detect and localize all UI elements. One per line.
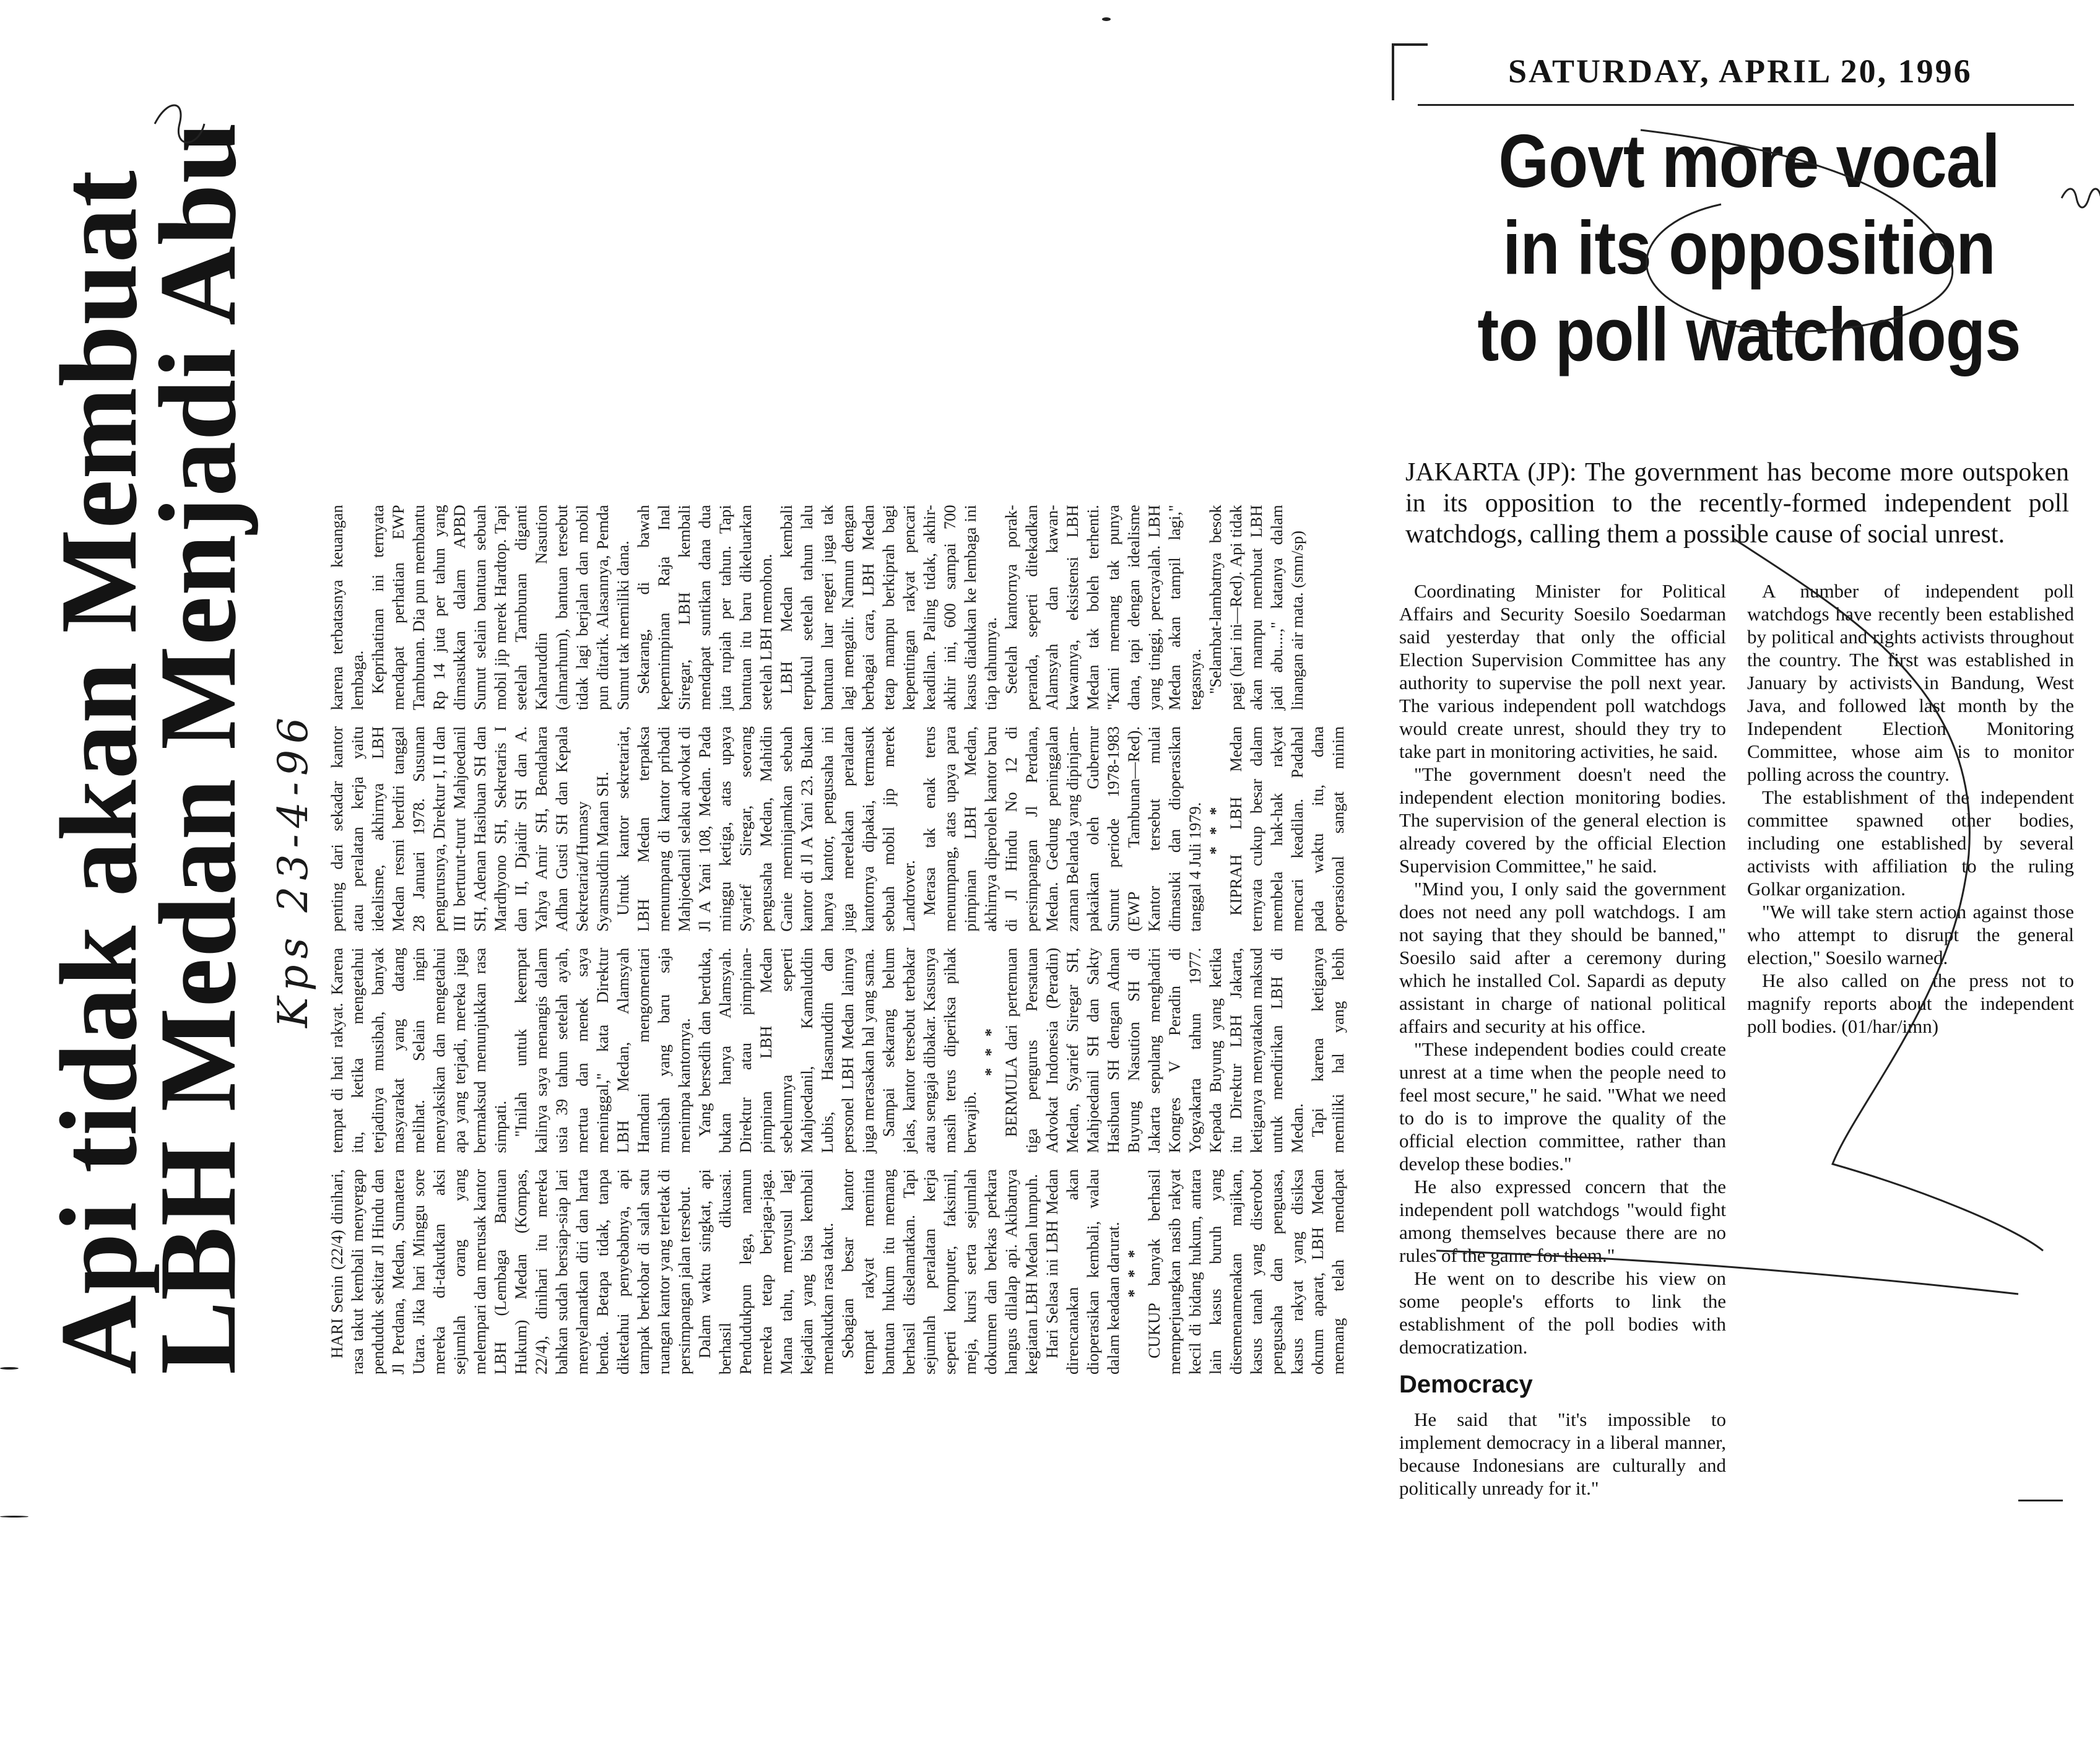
jp-paragraph: A number of independent poll watchdogs have recently been established by political and rights activists throughout the country. The first was established in January by activists in Bandung, West Java, and followed last month by the Independent Election Monitoring Committee, whose aim is to monitor polling across the country.	[1747, 580, 2074, 785]
kompas-paragraph: KIPRAH LBH Medan ternyata cukup besar dalam membela hak-hak rakyat mencari keadilan. Padahal pada waktu itu, dana operasional sangat minim karena terbatasnya keuangan lembaga.	[328, 505, 1347, 932]
kompas-paragraph: Setelah kantornya porak-peranda, seperti ditekadkan Alamsyah dan kawan-kawannya, eksistensi LBH Medan tak boleh terhenti. "Kami memang tak punya dana, tapi dengan idealisme yang tinggi, percayalah. LBH Medan akan tampil lagi," tegasnya.	[1002, 505, 1204, 711]
kompas-paragraph: Sampai sekarang belum jelas, kantor tersebut terbakar atau sengaja dibakar. Kasusnya masih terus diperiksa pihak berwajib.	[879, 947, 979, 1153]
jp-paragraph: "Mind you, I only said the government does not need any poll watchdogs. I am not saying that they should be banned," Soesilo said after a ceremony during which he installed Col. Sapardi as deputy assistant in charge of national political affairs and security at his office.	[1399, 878, 1726, 1037]
kompas-body-columns	[327, 62, 1361, 1375]
jp-lede: JAKARTA (JP): The government has become more outspoken in its opposition to the recently-formed independent poll watchdogs, calling them a possible cause of social unrest.	[1405, 458, 2069, 549]
jp-paragraph: He also expressed concern that the independent poll watchdogs "would fight among themselves because there are no rules of the game for them."	[1399, 1176, 1726, 1266]
clipping-corner-mark	[1392, 43, 1394, 100]
kompas-paragraph: "Inilah untuk keempat kalinya saya menangis dalam usia 39 tahun setelah ayah, mertua dan menek saya meninggal," kata Direktur LBH Medan, Alamsyah Hamdani mengomentari musibah yang baru saja menimpa kantornya.	[511, 947, 693, 1153]
jp-paragraph: "The government doesn't need the independent election monitoring bodies. The supervision of the general election is already covered by the official Election Supervision Committee," he said.	[1399, 763, 1726, 877]
scan-speck	[1102, 17, 1111, 21]
end-rule	[2018, 1500, 2063, 1501]
kompas-paragraph: HARI Senin (22/4) dinihari, rasa takut kembali menyergap penduduk sekitar Jl Hindu dan Jl Perdana, Medan, Sumatera Utara. Jika hari Minggu sore mereka di-takutkan aksi sejumlah orang yang melempari dan merusak kantor LBH (Lembaga Bantuan Hukum) Medan (Kompas, 22/4), dinihari itu mereka bahkan sudah bersiap-siap lari menyelamatkan diri dan harta benda. Betapa tidak, tanpa diketahui penyebabnya, api tampak berkobar di salah satu ruangan kantor yang terletak di persimpangan jalan tersebut.	[328, 1169, 693, 1375]
handwritten-date-note: Kps 23-4-96	[269, 711, 317, 1028]
kompas-paragraph: Dalam waktu singkat, api berhasil dikuasai. Pendudukpun lega, namun mereka tetap berjaga-jaga. Mana tahu, menyusul lagi kejadian yang bisa kembali menakutkan rasa takut.	[695, 1169, 836, 1375]
kompas-paragraph: LBH Medan kembali terpukul setelah tahun lalu bantuan luar negeri juga tak lagi mengalir. Namun dengan berbagai cara, LBH Medan tetap mampu berkiprah bagi kepentingan rakyat pencari keadilan. Paling tidak, akhir-akhir ini, 600 sampai 700 kasus diadukan ke lembaga ini tiap tahunnya.	[777, 505, 1000, 711]
kompas-headline-line2: LBH Medan Menjadi Abu	[136, 121, 259, 1375]
kompas-paragraph: Hari Selasa ini LBH Medan direncanakan akan dioperasikan kembali, walau dalam keadaan darurat.	[1043, 1169, 1122, 1375]
section-separator: * * *	[1206, 803, 1225, 855]
jp-paragraph: "We will take stern action against those who attempt to disrupt the general election," Soesilo warned.	[1747, 901, 2074, 968]
jp-body-columns	[1399, 580, 2074, 1527]
kompas-paragraph: Untuk kantor sekretariat, LBH Medan terpaksa menumpang di kantor pribadi Mahjoedanil selaku advokat di Jl A Yani 108, Medan. Pada minggu ketiga, atas upaya Syarief Siregar, seorang pengusaha Medan, Mahidin Ganie meminjamkan sebuah kantor di Jl A Yani 23. Bukan hanya kantor, pengusaha ini juga merelakan peralatan kantornya dipakai, termasuk sebuah mobil jip merek Landrover.	[614, 726, 918, 932]
publication-date: SATURDAY, APRIL 20, 1996	[1508, 53, 1972, 90]
kompas-paragraph: Yang bersedih dan berduka, bukan hanya Alamsyah. Direktur atau pimpinan-pimpinan LBH Medan sebelumnya seperti Mahjoedanil, Kamaluddin Lubis, Hasanuddin dan personel LBH Medan lainnya juga merasakan hal yang sama.	[695, 947, 877, 1153]
kompas-paragraph: Tapi karena ketiganya memiliki hal yang lebih penting dari sekadar kantor atau peralatan kerja yaitu idealisme, akhirnya LBH Medan resmi berdiri tanggal 28 Januari 1978. Susunan pengurusnya, Direktur I, II dan III berturut-turut Mahjoedanil SH, Adenan Hasibuan SH dan Mardhyono SH, Sekretaris I dan II, Djaidir SH dan A. Yahya Amir SH, Bendahara Adhan Gusti SH dan Kepala Sekretariat/Humasy Syamsuddin Manan SH.	[328, 726, 1347, 1153]
scan-speck	[0, 1516, 28, 1518]
kompas-paragraph: "Selambat-lambatnya besok pagi (hari ini—Red). Api tidak akan mampu membuat LBH jadi abu....," katanya dalam linangan air mata. (smn/sp)	[1206, 505, 1306, 711]
kompas-paragraph: Sebagian besar kantor tempat rakyat meminta bantuan hukum itu memang berhasil diselamatkan. Tapi sejumlah peralatan kerja seperti komputer, faksimil, meja, kursi serta sejumlah dokumen dan berkas perkara hangus dilalap api. Akibatnya kegiatan LBH Medan lumpuh.	[838, 1169, 1041, 1375]
jp-subhead: Democracy	[1399, 1371, 1533, 1398]
section-separator: * * *	[1124, 1246, 1143, 1298]
kompas-headline-line1: Api tidak akan Membuat	[37, 170, 160, 1375]
jp-headline-line1: Govt more vocal	[1498, 119, 2000, 203]
kompas-paragraph: Sekarang, di bawah kepemimpinan Raja Inal Siregar, LBH kembali mendapat suntikan dana dua juta rupiah per tahun. Tapi bantuan itu baru dikeluarkan setelah LBH memohon.	[634, 505, 775, 711]
jakarta-post-article	[1387, 37, 2074, 1523]
kompas-paragraph: Keprihatinan ini ternyata mendapat perhatian EWP Tambunan. Dia pun membantu Rp 14 juta per tahun yang dimasukkan dalam APBD Sumut selain bantuan sebuah mobil jip merek Hardtop. Tapi setelah Tambunan diganti Kaharuddin Nasution (almarhum), bantuan tersebut tidak lagi berjalan dan mobil pun ditarik. Alasannya, Pemda Sumut tak memiliki dana.	[368, 505, 632, 711]
jp-paragraph: He also called on the press not to magnify reports about the independent poll bodies. (01/har/imn)	[1747, 970, 2074, 1037]
section-separator: * * *	[981, 1025, 1000, 1077]
kompas-paragraph: BERMULA dari pertemuan tiga pengurus Persatuan Advokat Indonesia (Peradin) Medan, Syarief Siregar SH, Mahjoedanil SH dan Sakty Hasibuan SH dengan Adnan Buyung Nasution SH di Jakarta sepulang menghadiri Kongres V Peradin di Yogyakarta tahun 1977. Kepada Buyung yang ketika itu Direktur LBH Jakarta, ketiganya menyatakan maksud untuk mendirikan LBH di Medan.	[1002, 947, 1306, 1153]
date-rule	[1418, 104, 2074, 106]
jp-paragraph: He went on to describe his view on some people's efforts to link the establishment of the poll bodies with democratization.	[1399, 1267, 1726, 1358]
jp-paragraph: Coordinating Minister for Political Affairs and Security Soesilo Soedarman said yesterday that only the official Election Supervision Committee has any authority to supervise the poll next year. The various independent poll watchdogs would create unrest, should they try to take part in monitoring activities, he said.	[1399, 580, 1726, 762]
jp-paragraph: "These independent bodies could create unrest at a time when the people need to feel most secure," he said. "What we need to do is to improve the quality of the official election committee, rather than develop these bodies."	[1399, 1038, 1726, 1175]
jp-headline	[1470, 118, 2029, 378]
kompas-paragraph: CUKUP banyak berhasil memperjuangkan nasib rakyat kecil di bidang hukum, antara lain kasus buruh yang disemenamenakan majikan, kasus tanah yang diserobot pengusaha dan penguasa, kasus rakyat yang disiksa oknum aparat, LBH Medan memang telah mendapat tempat di hati rakyat. Karena itu, ketika mengetahui terjadinya musibah, banyak masyarakat yang datang melihat. Selain ingin menyaksikan dan mengetahui apa yang terjadi, mereka juga bermaksud menunjukkan rasa simpati.	[328, 947, 1347, 1375]
clipping-corner-mark	[1392, 43, 1428, 46]
jp-paragraph: He said that "it's impossible to implement democracy in a liberal manner, because Indonesians are culturally and politically unready for it."	[1399, 1409, 1726, 1499]
scan-speck	[0, 1367, 19, 1370]
kompas-paragraph: Merasa tak enak terus menumpang, atas upaya para pimpinan LBH Medan, akhirnya diperoleh kantor baru di Jl Hindu No 12 di persimpangan Jl Perdana, Medan. Gedung peninggalan zaman Belanda yang dipinjam-pakaikan oleh Gubernur Sumut periode 1978-1983 (EWP Tambunan—Red). Kantor tersebut mulai dimasuki dan dioperasikan tanggal 4 Juli 1979.	[920, 726, 1204, 932]
jp-paragraph: The establishment of the independent committee spawned other bodies, including one established by several activists with affiliation to the ruling Golkar organization.	[1747, 786, 2074, 900]
kompas-article	[37, 62, 1368, 1375]
jp-headline-line3: to poll watchdogs	[1477, 292, 2021, 376]
jp-headline-line2: in its opposition	[1503, 206, 1995, 290]
